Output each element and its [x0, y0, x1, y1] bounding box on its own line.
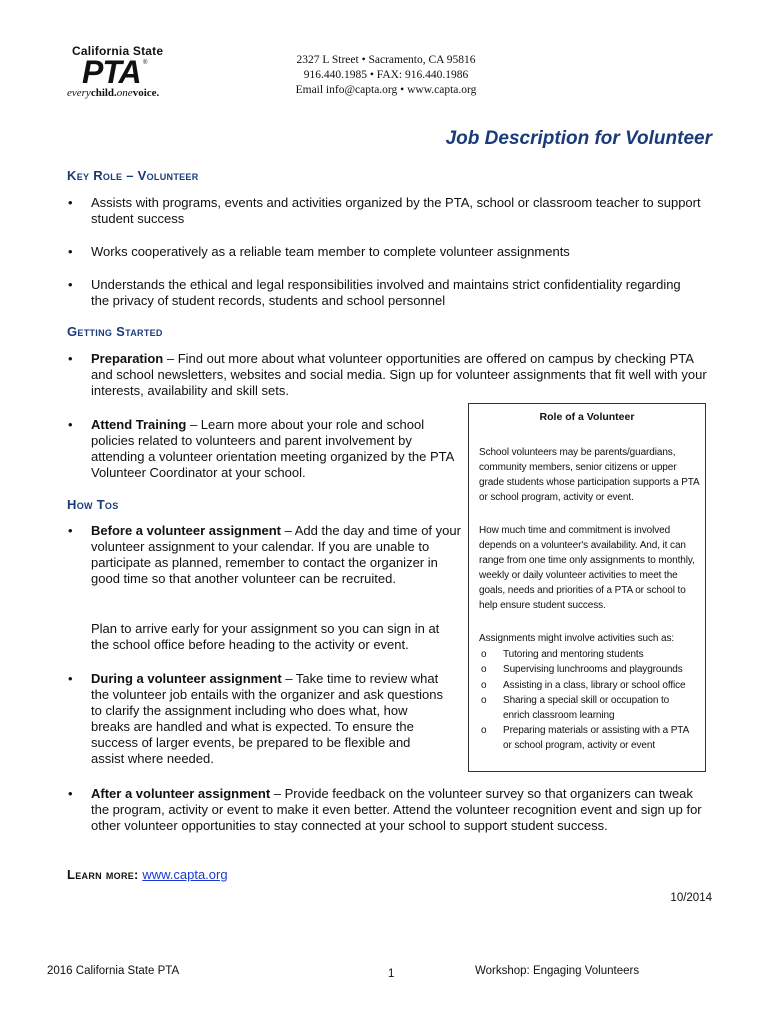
before-lead: Before a volunteer assignment: [91, 523, 281, 538]
sub-bullet-icon: o: [481, 695, 487, 706]
footer-left: 2016 California State PTA: [47, 965, 180, 977]
tagline-one: one: [116, 87, 133, 99]
training-item: [91, 417, 456, 481]
sidebar-bullet-2: Supervising lunchrooms and playgrounds: [503, 664, 683, 675]
address-line-1: 2327 L Street • Sacramento, CA 95816: [296, 54, 476, 66]
preparation-item: [91, 351, 711, 399]
learn-more-label: Learn more:: [67, 867, 139, 882]
sidebar-title: Role of a Volunteer: [539, 411, 635, 423]
address-line-3: Email info@capta.org • www.capta.org: [295, 84, 477, 96]
tagline-voice: voice.: [132, 87, 160, 99]
sub-bullet-icon: o: [481, 649, 487, 660]
sidebar-bullet-1: Tutoring and mentoring students: [503, 649, 644, 660]
training-text: – Learn more about your role and school policies related to volunteers and parent involvement by attending a volunteer orientation meeting organized by the PTA Volunteer Coordinator at your school.: [91, 417, 454, 480]
sidebar-para-1: School volunteers may be parents/guardians, community members, senior citizens or upper grade students whose participation supports a PTA or school program, activity or event.: [479, 447, 700, 503]
pta-logo: PTA: [82, 54, 141, 90]
trademark-symbol: ®: [143, 60, 148, 66]
sub-bullet-icon: o: [481, 725, 487, 736]
bullet-icon: •: [68, 671, 73, 686]
after-assignment-item: [91, 786, 703, 834]
before-assignment-para2: Plan to arrive early for your assignment so you can sign in at the school office before heading to the activity or event.: [91, 621, 440, 652]
address-line-2: 916.440.1985 • FAX: 916.440.1986: [303, 69, 469, 81]
key-role-item-3: Understands the ethical and legal responsibilities involved and maintains strict confidentiality regarding the privacy of student records, students and school personnel: [91, 277, 681, 308]
bullet-icon: •: [68, 244, 73, 259]
bullet-icon: •: [68, 195, 73, 210]
sidebar-bullet-3: Assisting in a class, library or school office: [503, 680, 686, 691]
tagline-child: child.: [90, 87, 117, 99]
sidebar-bullet-4: Sharing a special skill or occupation to enrich classroom learning: [503, 695, 670, 721]
training-lead: Attend Training: [91, 417, 187, 432]
footer-right: Workshop: Engaging Volunteers: [475, 965, 640, 977]
during-assignment-item: [91, 671, 447, 767]
after-text: – Provide feedback on the volunteer survey so that organizers can tweak the program, activity or event to make it even better. Attend the volunteer recognition event and sign up for other volunteer opportunities to stay connected at your school to support student success.: [91, 786, 702, 833]
logo-org-name: California State: [72, 44, 164, 58]
bullet-icon: •: [68, 277, 73, 292]
preparation-lead: Preparation: [91, 351, 164, 366]
after-lead: After a volunteer assignment: [91, 786, 271, 801]
key-role-item-2: Works cooperatively as a reliable team member to complete volunteer assignments: [91, 244, 570, 259]
getting-started-heading: Getting Started: [67, 324, 163, 339]
key-role-heading: Key Role – Volunteer: [67, 168, 199, 183]
learn-more: [67, 867, 228, 883]
bullet-icon: •: [68, 786, 73, 801]
tagline-every: every: [67, 87, 91, 99]
sidebar-bullet-5: Preparing materials or assisting with a PTA or school program, activity or event: [503, 725, 689, 751]
during-lead: During a volunteer assignment: [91, 671, 282, 686]
sub-bullet-icon: o: [481, 680, 487, 691]
page-title: Job Description for Volunteer: [445, 128, 712, 149]
capta-link[interactable]: www.capta.org: [142, 867, 228, 882]
before-text: – Add the day and time of your volunteer assignment to your calendar. If you are unable to participate as planned, remember to contact the organizer in good time so that another volunteer can be recruited.: [91, 523, 461, 586]
key-role-item-1: Assists with programs, events and activities organized by the PTA, school or classroom teacher to support student success: [91, 195, 701, 226]
sidebar-para-2: How much time and commitment is involved depends on a volunteer's availability. And, it can range from one time only assignments to monthly, weekly or daily volunteer activities to meet the goals, needs and priorities of a PTA or school to help ensure student success.: [479, 525, 695, 611]
bullet-icon: •: [68, 523, 73, 538]
before-assignment-item: [91, 523, 461, 587]
how-tos-heading: How Tos: [67, 497, 119, 512]
page-number: 1: [388, 968, 395, 980]
preparation-text: – Find out more about what volunteer opportunities are offered on campus by checking PTA and school newsletters, websites and social media. Sign up for volunteer assignments that fit well with your interests, availability and skill sets.: [91, 351, 707, 398]
logo-tagline: [67, 87, 159, 99]
document-date: 10/2014: [670, 892, 712, 904]
during-text: – Take time to review what the volunteer job entails with the organizer and ask questions to clarify the assignment including who does what, how breaks are handled and what is expected. To ensure the success of larger events, be prepared to be flexible and assist where needed.: [91, 671, 443, 766]
bullet-icon: •: [68, 351, 73, 366]
sub-bullet-icon: o: [481, 664, 487, 675]
bullet-icon: •: [68, 417, 73, 432]
sidebar-para-3: Assignments might involve activities such as:: [479, 633, 675, 644]
